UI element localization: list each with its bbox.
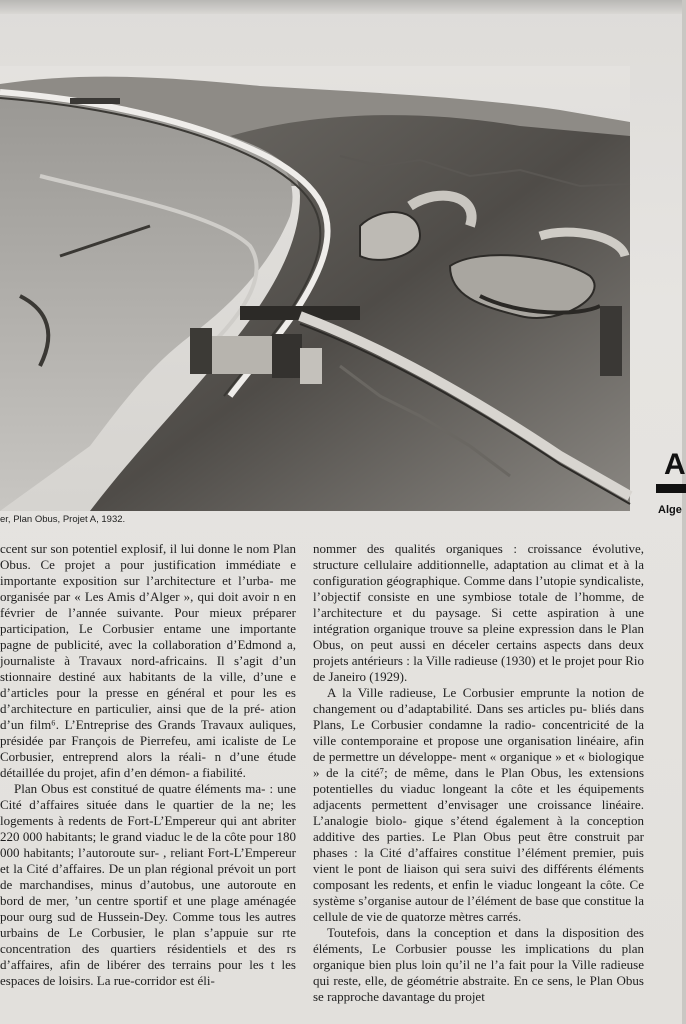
margin-rule [656, 484, 686, 493]
paragraph: Toutefois, dans la conception et dans la disposition des éléments, Le Corbusier pousse les implications du plan organique bien plus loin qu’il ne l’a fait pour la Ville radieuse qui reste, elle, de géométrie abstraite. En ce sens, le Plan Obus se rapproche davantage du projet [313, 925, 644, 1004]
text-column-left [0, 541, 296, 1024]
text-column-right [313, 541, 644, 1024]
paragraph: ccent sur son potentiel explosif, il lui donne le nom Plan Obus. Ce projet a pour justification immédiate e importante exposition sur l’architecture et l’urba- me organisée par « Les Amis d’Alger », qui doit avoir n en février de l’année suivante. Pour mieux préparer participation, Le Corbusier entame une importante pagne de publicité, avec la collaboration d’Edmond a, journaliste à Travaux nord-africains. Il s’agit d’un stionnaire destiné aux habitants de la ville, d’une e d’articles pour la presse en général et pour les es d’architecture en particulier, ainsi que de la pré- ation d’un film⁶. L’Entreprise des Grands Travaux auliques, présidée par François de Pierrefeu, ami icaliste de Le Corbusier, entreprend alors la réali- n d’une étude détaillée du projet, afin d’en démon- a fiabilité. [0, 541, 296, 780]
paragraph: Plan Obus est constitué de quatre éléments ma- : une Cité d’affaires située dans le quartier de la ne; les logements à redents de Fort-L’Empereur qui ant abriter 220 000 habitants; le grand viaduc le de la côte pour 180 000 habitants; l’autoroute sur- , reliant Fort-L’Empereur et la Cité d’affaires. De un plan régional prévoit un port de marchandises, minus d’autobus, une autoroute en bord de mer, ’un centre sportif et une plage aménagée pour ourg sud de Hussein-Dey. Comme tous les autres urbains de Le Corbusier, le plan s’appuie sur rte concentration des quartiers résidentiels et des rs d’affaires, afin de libérer des terrains pour les t les espaces de loisirs. La rue-corridor est éli- [0, 781, 296, 988]
photo-caption: er, Plan Obus, Projet A, 1932. [0, 514, 126, 525]
paragraph: nommer des qualités organiques : croissance évolutive, structure cellulaire additionnelle, adaptation au climat et à la configuration géographique. Comme dans l’utopie syndicaliste, l’objectif consiste en une symbiose totale de l’homme, de l’architecture et du paysage. Si cette aspiration à une intégration organique trouve sa pleine expression dans le Plan Obus, on peut aussi en déceler certains aspects dans deux projets antérieurs : la Ville radieuse (1930) et le projet pour Rio de Janeiro (1929). [313, 541, 644, 684]
plan-obus-model-image [0, 66, 630, 511]
model-photograph [0, 66, 630, 511]
paragraph: A la Ville radieuse, Le Corbusier emprunte la notion de changement ou d’adaptabilité. Dans ses articles pu- bliés dans Plans, Le Corbusier condamne la radio- concentricité de la ville contemporaine et propose une organisation linéaire, afin de permettre un développe- ment « organique » et « biologique » de la cité⁷; de même, dans le Plan Obus, les extensions potentielles du viaduc longeant la côte et les équipements adjacents permettent d’envisager une croissance linéaire. L’analogie biolo- gique s’étend également à la conception additive des parties. Le Plan Obus peut être construit par phases : la Cité d’affaires constitue l’élément premier, puis vient le pont de liaison qui sera suivi des différents éléments composant les redents, et enfin le viaduc longeant la côte. Ce système s’organise autour de l’élément de base que constitue la cellule de vie de quatorze mètres carrés. [313, 685, 644, 924]
margin-section-word: Alge [658, 504, 682, 516]
margin-section-letter: A [664, 448, 686, 481]
page-top-edge [0, 0, 682, 14]
